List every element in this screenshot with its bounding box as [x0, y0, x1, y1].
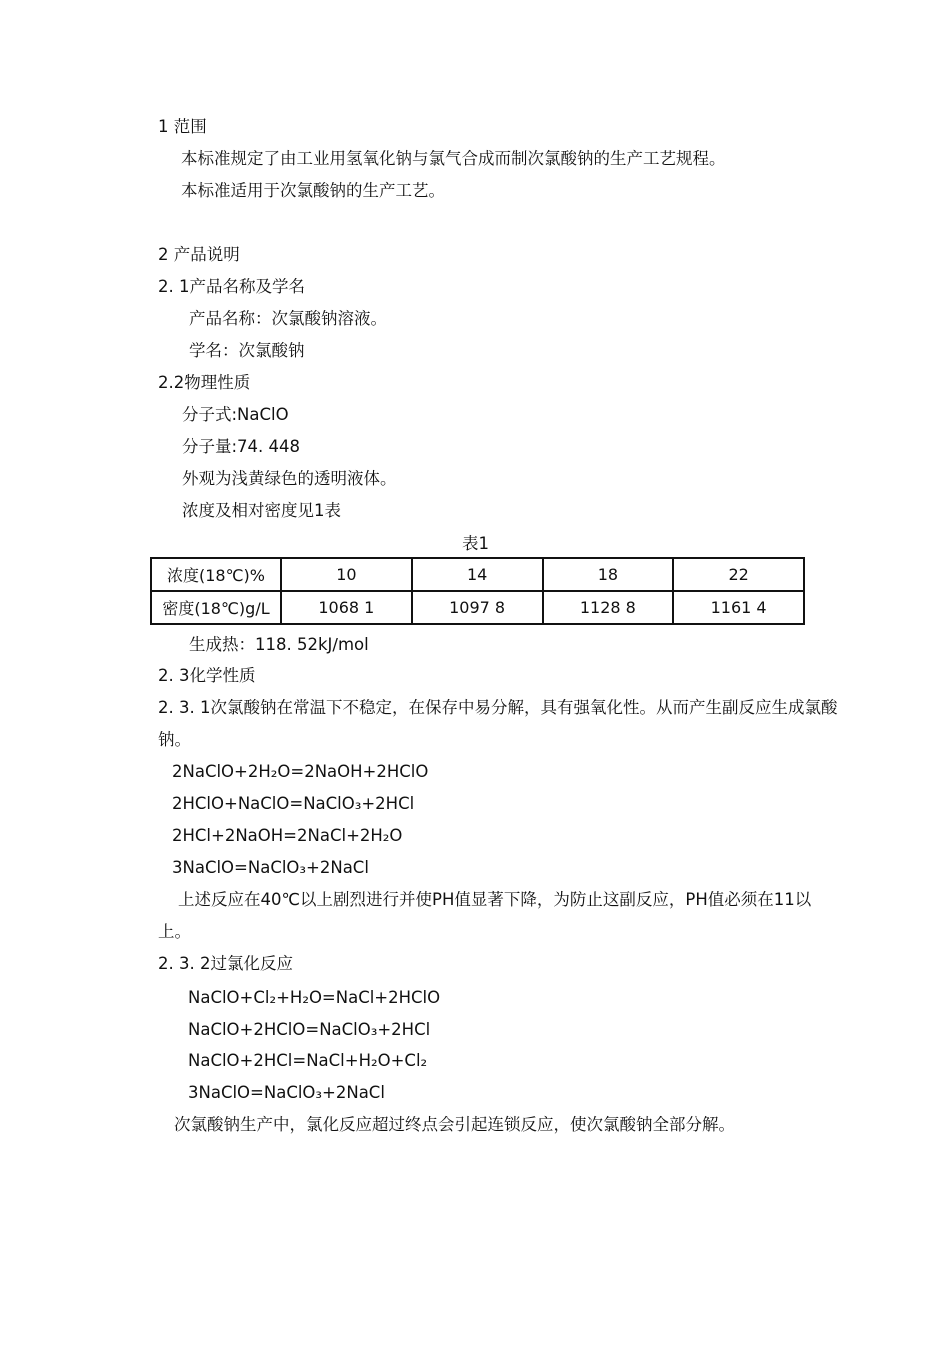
equation: 3NaClO=NaClO₃+2NaCl: [188, 1083, 385, 1102]
equation: 2HCl+2NaOH=2NaCl+2H₂O: [172, 826, 403, 845]
table-cell: 1128 8: [543, 591, 674, 624]
molecular-weight: 分子量:74. 448: [182, 437, 301, 456]
table-caption: 表1: [462, 534, 489, 553]
final-paragraph: 次氯酸钠生产中，氯化反应超过终点会引起连锁反应，使次氯酸钠全部分解。: [174, 1115, 735, 1134]
table-cell: 1097 8: [412, 591, 543, 624]
equation: 2HClO+NaClO=NaClO₃+2HCl: [172, 794, 415, 813]
table-row: [151, 558, 804, 591]
table-cell: 浓度(18℃)%: [151, 558, 281, 591]
table-cell: 1068 1: [281, 591, 412, 624]
section-2-2-heading: 2.2物理性质: [158, 373, 251, 392]
reaction-note: 上述反应在40℃以上剧烈进行并使PH值显著下降，为防止这副反应，PH值必须在11以: [178, 890, 812, 909]
equation: NaClO+2HCl=NaCl+H₂O+Cl₂: [188, 1051, 428, 1070]
section-2-3-1-text-cont: 钠。: [158, 730, 191, 749]
appearance-text: 外观为浅黄绿色的透明液体。: [182, 469, 397, 488]
section-2-heading: 2 产品说明: [158, 245, 240, 264]
table-cell: 14: [412, 558, 543, 591]
equation: NaClO+Cl₂+H₂O=NaCl+2HClO: [188, 988, 441, 1007]
table-cell: 10: [281, 558, 412, 591]
molecular-formula: 分子式:NaClO: [182, 405, 289, 424]
section-1-heading: 1 范围: [158, 117, 207, 136]
equation: 2NaClO+2H₂O=2NaOH+2HClO: [172, 762, 429, 781]
section-2-3-1-text: 2. 3. 1次氯酸钠在常温下不稳定，在保存中易分解，具有强氧化性。从而产生副反应生成氯酸: [158, 698, 838, 717]
section-1-paragraph-2: 本标准适用于次氯酸钠的生产工艺。: [181, 181, 445, 200]
heat-of-formation: 生成热：118. 52kJ∕mol: [189, 635, 369, 654]
equation: NaClO+2HClO=NaClO₃+2HCl: [188, 1020, 431, 1039]
section-2-3-2-heading: 2. 3. 2过氯化反应: [158, 954, 293, 973]
table-row: [151, 591, 804, 624]
equation: 3NaClO=NaClO₃+2NaCl: [172, 858, 369, 877]
scientific-name: 学名：次氯酸钠: [189, 341, 305, 360]
table-cell: 1161 4: [673, 591, 804, 624]
table-cell: 密度(18℃)g/L: [151, 591, 281, 624]
reaction-note-cont: 上。: [158, 922, 191, 941]
section-2-3-heading: 2. 3化学性质: [158, 666, 256, 685]
section-1-paragraph-1: 本标准规定了由工业用氢氧化钠与氯气合成而制次氯酸钠的生产工艺规程。: [181, 149, 726, 168]
density-table: [150, 557, 805, 625]
density-reference: 浓度及相对密度见1表: [182, 501, 341, 520]
table-cell: 18: [543, 558, 674, 591]
product-name: 产品名称：次氯酸钠溶液。: [189, 309, 387, 328]
table-cell: 22: [673, 558, 804, 591]
section-2-1-heading: 2. 1产品名称及学名: [158, 277, 305, 296]
